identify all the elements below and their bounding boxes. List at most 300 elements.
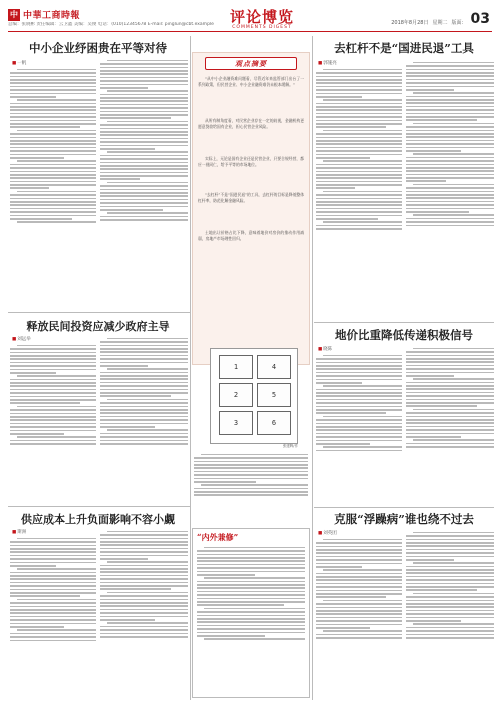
text-line [406, 556, 494, 558]
text-line [323, 569, 402, 571]
text-line [100, 199, 188, 201]
text-line [406, 133, 494, 135]
text-line [406, 583, 494, 585]
article-4-byline: ■ 郭施亮 [318, 60, 337, 66]
text-line [316, 603, 402, 605]
text-line [316, 113, 402, 115]
text-line [100, 189, 188, 191]
text-line [100, 636, 188, 638]
text-line [17, 191, 96, 193]
text-line [406, 385, 494, 387]
text-line [10, 174, 96, 176]
text-line [406, 395, 494, 397]
text-line [100, 345, 188, 347]
text-line [10, 184, 96, 186]
cartoon-panel: 6 [257, 411, 291, 435]
text-line [406, 429, 494, 431]
text-line [316, 201, 402, 203]
text-line [100, 395, 171, 397]
text-line [323, 630, 402, 632]
text-line [316, 556, 402, 558]
text-line [10, 120, 96, 122]
text-line [316, 372, 402, 374]
text-line [100, 100, 188, 102]
text-line [100, 616, 188, 618]
text-line [10, 355, 96, 357]
text-line [316, 365, 402, 367]
text-line [100, 419, 188, 421]
text-line [323, 446, 402, 448]
text-line [100, 192, 188, 194]
viewpoint-paragraph: “去杠杆”不是“国进民退”的工具，去杠杆的目标是降低整体杠杆率，防范化解金融风险。 [198, 192, 304, 203]
text-line [406, 167, 494, 169]
text-line [10, 612, 96, 614]
text-line [10, 399, 96, 401]
text-line [197, 598, 305, 600]
text-line [204, 577, 305, 579]
text-line [413, 348, 494, 350]
text-line [100, 612, 188, 614]
section-title-cn: 评论博览 [229, 8, 294, 26]
text-line [100, 162, 188, 164]
text-line [100, 73, 188, 75]
text-line [406, 392, 494, 394]
text-line [316, 143, 402, 145]
text-line [10, 402, 80, 404]
section-title [222, 9, 302, 31]
text-line [10, 76, 96, 78]
cartoon-panel: 2 [219, 383, 253, 407]
text-line [406, 433, 494, 435]
text-line [316, 576, 402, 578]
text-line [316, 433, 402, 435]
text-line [197, 615, 305, 617]
text-line [10, 82, 96, 84]
text-line [10, 409, 96, 411]
text-line [100, 538, 188, 540]
text-line [10, 137, 96, 139]
text-line [100, 362, 188, 364]
text-line [406, 140, 494, 142]
text-line [100, 202, 188, 204]
text-line [406, 221, 494, 223]
divider [8, 312, 190, 313]
text-line [194, 464, 308, 466]
text-line [406, 191, 494, 193]
text-line [10, 633, 96, 635]
viewpoint-title [205, 57, 297, 70]
text-line [10, 555, 96, 557]
text-line [197, 625, 305, 627]
text-line [10, 585, 96, 587]
text-line [316, 184, 402, 186]
text-line [107, 429, 188, 431]
text-line [100, 402, 188, 404]
cartoon-panel: 1 [219, 355, 253, 379]
inset-title: “内外兼修” [197, 532, 239, 542]
text-line [413, 92, 494, 94]
text-line [406, 361, 494, 363]
text-line [100, 355, 188, 357]
text-line [100, 63, 188, 65]
text-line [10, 215, 96, 217]
text-line [10, 443, 96, 445]
text-line [406, 535, 494, 537]
text-line [100, 178, 140, 180]
article-3-byline: ■ 斯洲 [12, 529, 26, 535]
text-line [406, 355, 494, 357]
column-divider [312, 36, 313, 700]
text-line [413, 532, 494, 534]
text-line [100, 558, 148, 560]
text-line [10, 389, 96, 391]
text-line [406, 170, 494, 172]
text-line [194, 494, 308, 496]
masthead-rule [8, 31, 492, 32]
text-line [197, 567, 305, 569]
text-line [406, 620, 461, 622]
article-5-byline: ■ 晓陈 [318, 346, 332, 352]
text-line [316, 443, 370, 445]
text-line [413, 214, 494, 216]
text-line [406, 136, 494, 138]
article-2-body-col1 [10, 343, 96, 503]
viewpoint-paragraph: 从所有制角度看，对民营企业存在一定的歧视，金融机构更愿意贷款给国有企业，担心民营企业风险。 [198, 118, 304, 129]
issue-info [391, 12, 490, 26]
article-6-body-col1 [316, 537, 402, 698]
text-line [406, 549, 494, 551]
text-line [413, 562, 494, 564]
text-line [316, 157, 370, 159]
page-label: 版面： [451, 20, 467, 26]
text-line [100, 440, 188, 442]
text-line [406, 126, 494, 128]
text-line [10, 558, 96, 560]
text-line [10, 123, 96, 125]
text-line [406, 177, 494, 179]
text-line [100, 412, 188, 414]
text-line [100, 206, 188, 208]
article-1-headline: 中小企业纾困贵在平等对待 [29, 41, 167, 55]
text-line [100, 209, 163, 211]
text-line [316, 593, 402, 595]
text-line [10, 551, 96, 553]
text-line [100, 124, 188, 126]
text-line [316, 596, 386, 598]
text-line [316, 358, 402, 360]
text-line [10, 636, 96, 638]
text-line [10, 198, 96, 200]
text-line [316, 375, 402, 377]
text-line [10, 440, 96, 442]
text-line [100, 582, 188, 584]
text-line [316, 167, 402, 169]
text-line [10, 430, 96, 432]
text-line [406, 197, 494, 199]
text-line [100, 185, 188, 187]
text-line [413, 62, 494, 64]
text-line [406, 211, 469, 213]
article-3-body-col1 [10, 536, 96, 698]
text-line [10, 578, 96, 580]
text-line [406, 79, 494, 81]
masthead-subline: 总编：张晓彬 责任编辑：云卫鑫 美编：吴俊 电话：(010)12345678 E-mail: pinglun@cbt.example [8, 22, 214, 27]
article-6-body-col2 [406, 530, 494, 698]
text-line [100, 141, 188, 143]
text-line [406, 630, 494, 632]
text-line [100, 595, 188, 597]
text-line [406, 388, 494, 390]
text-line [316, 147, 402, 149]
text-line [316, 419, 402, 421]
text-line [316, 225, 402, 227]
text-line [100, 555, 188, 557]
text-line [100, 416, 188, 418]
issue-weekday: 星期二 [432, 20, 448, 26]
text-line [100, 175, 188, 177]
text-line [316, 399, 402, 401]
article-2-byline: ■ 刘远举 [12, 336, 31, 342]
text-line [316, 426, 402, 428]
text-line [17, 568, 96, 570]
text-line [10, 143, 96, 145]
text-line [316, 579, 402, 581]
text-line [316, 563, 402, 565]
text-line [406, 164, 494, 166]
text-line [316, 140, 402, 142]
text-line [406, 579, 494, 581]
text-line [406, 402, 494, 404]
text-line [316, 109, 402, 111]
text-line [316, 86, 402, 88]
text-line [10, 562, 96, 564]
text-line [10, 575, 96, 577]
text-line [323, 600, 402, 602]
text-line [194, 457, 308, 459]
text-line [10, 106, 96, 108]
text-line [406, 586, 494, 588]
text-line [100, 392, 188, 394]
text-line [10, 157, 64, 159]
text-line [10, 89, 96, 91]
text-line [100, 158, 188, 160]
text-line [406, 576, 494, 578]
text-line [107, 531, 188, 533]
text-line [107, 151, 188, 153]
text-line [316, 93, 402, 95]
text-line [406, 106, 494, 108]
inset-body [197, 545, 305, 693]
article-3-headline: 供应成本上升负面影响不容小觑 [21, 513, 175, 526]
text-line [17, 375, 96, 377]
text-line [406, 419, 494, 421]
text-line [406, 600, 494, 602]
text-line [100, 168, 188, 170]
text-line [316, 624, 402, 626]
text-line [197, 564, 305, 566]
text-line [316, 150, 402, 152]
text-line [316, 613, 402, 615]
text-line [316, 590, 402, 592]
divider [314, 507, 494, 508]
text-line [316, 382, 362, 384]
text-line [406, 446, 494, 448]
text-line [107, 182, 188, 184]
text-line [316, 82, 402, 84]
text-line [197, 611, 305, 613]
text-line [17, 599, 96, 601]
cartoon [210, 348, 298, 444]
paper-name: 中華工商時報 [23, 11, 81, 21]
text-line [10, 362, 96, 364]
text-line [10, 396, 96, 398]
text-line [100, 375, 188, 377]
text-line [406, 194, 494, 196]
text-line [10, 372, 56, 374]
text-line [316, 586, 402, 588]
text-line [323, 99, 402, 101]
viewpoint-paragraph: “从中小企业融资难问题看，尽管近年来监管部门出台了一系列政策，但民营企业、中小企业融资难仍未根本缓解。” [198, 76, 304, 87]
text-line [10, 96, 56, 98]
text-line [10, 187, 49, 189]
text-line [316, 204, 402, 206]
article-4-body-col2 [406, 60, 494, 319]
text-line [406, 368, 494, 370]
text-line [100, 351, 188, 353]
article-6-byline: ■ 刘英团 [318, 530, 337, 536]
text-line [316, 379, 402, 381]
text-line [10, 164, 96, 166]
text-line [10, 589, 96, 591]
text-line [413, 123, 494, 125]
text-line [197, 628, 305, 630]
text-line [10, 79, 96, 81]
text-line [406, 637, 494, 639]
text-line [100, 423, 188, 425]
article-6-headline: 克服“浮躁病”谁也绕不过去 [334, 512, 474, 526]
text-line [100, 165, 188, 167]
text-line [17, 160, 96, 162]
text-line [10, 201, 96, 203]
text-line [406, 113, 494, 115]
cartoon-caption: 张建辉/作 [282, 444, 298, 448]
text-line [194, 478, 308, 480]
article-2-headline: 释放民间投资应减少政府主导 [26, 320, 170, 333]
text-line [316, 103, 402, 105]
text-line [10, 545, 96, 547]
text-line [316, 634, 402, 636]
text-line [100, 216, 188, 218]
text-line [197, 581, 305, 583]
text-line [413, 378, 494, 380]
text-line [10, 181, 96, 183]
text-line [10, 413, 96, 415]
cartoon-panel: 5 [257, 383, 291, 407]
text-line [10, 640, 96, 642]
text-line [100, 541, 188, 543]
text-line [100, 629, 188, 631]
text-line [406, 572, 494, 574]
text-line [316, 120, 402, 122]
text-line [100, 534, 188, 536]
text-line [100, 409, 188, 411]
text-line [316, 123, 402, 125]
article-3-body-col2 [100, 529, 188, 698]
text-line [413, 409, 494, 411]
text-line [10, 171, 96, 173]
text-line [406, 436, 461, 438]
text-line [316, 412, 386, 414]
text-line [10, 150, 96, 152]
text-line [10, 582, 96, 584]
text-line [316, 552, 402, 554]
text-line [100, 588, 171, 590]
text-line [17, 345, 96, 347]
text-line [406, 627, 494, 629]
text-line [406, 160, 494, 162]
text-line [316, 154, 402, 156]
text-line [316, 620, 402, 622]
text-line [100, 117, 171, 119]
text-line [10, 619, 96, 621]
text-line [406, 174, 494, 176]
viewpoint-title-text: 观点摘要 [235, 59, 267, 68]
text-line [17, 629, 96, 631]
text-line [316, 436, 402, 438]
text-line [100, 348, 188, 350]
text-line [316, 174, 402, 176]
text-line [406, 545, 494, 547]
text-line [406, 372, 494, 374]
text-line [10, 548, 96, 550]
text-line [323, 160, 402, 162]
text-line [406, 204, 494, 206]
text-line [10, 177, 96, 179]
text-line [204, 547, 305, 549]
text-line [100, 544, 188, 546]
text-line [10, 154, 96, 156]
text-line [100, 436, 188, 438]
text-line [17, 130, 96, 132]
text-line [10, 109, 96, 111]
cartoon-panel: 4 [257, 355, 291, 379]
text-line [406, 75, 494, 77]
article-1-body-col2 [100, 58, 188, 309]
text-line [10, 433, 64, 435]
text-line [316, 76, 402, 78]
text-line [406, 89, 454, 91]
text-line [406, 365, 494, 367]
text-line [406, 82, 494, 84]
text-line [316, 607, 402, 609]
text-line [406, 542, 494, 544]
text-line [316, 126, 386, 128]
text-line [316, 218, 378, 220]
text-line [316, 164, 402, 166]
text-line [197, 574, 255, 576]
text-line [316, 549, 402, 551]
text-line [194, 488, 308, 490]
cartoon-panel: 3 [219, 411, 253, 435]
text-line [17, 406, 96, 408]
text-line [100, 602, 188, 604]
text-line [406, 610, 494, 612]
text-line [100, 433, 188, 435]
text-line [316, 208, 402, 210]
text-line [10, 167, 96, 169]
text-line [194, 491, 308, 493]
text-line [406, 116, 494, 118]
